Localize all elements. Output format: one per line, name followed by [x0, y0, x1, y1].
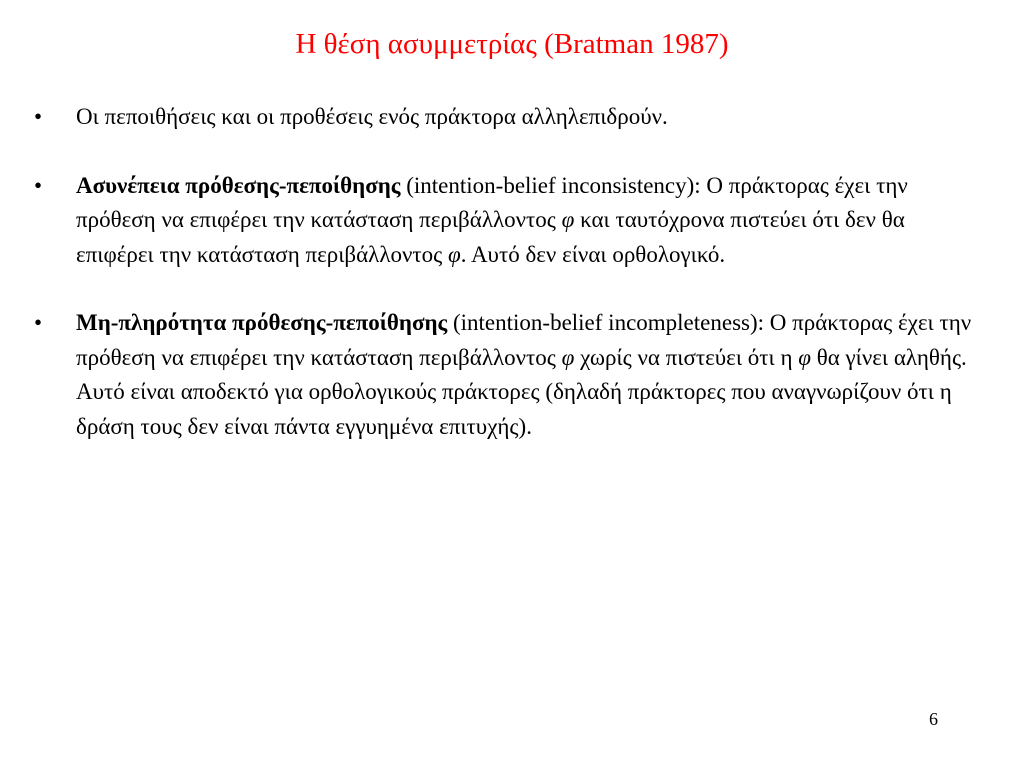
bullet-item-inconsistency [34, 169, 974, 273]
bullet-icon: • [34, 310, 43, 335]
bullet-item-interaction [34, 100, 974, 135]
bullet-text-part: (intention-belief inconsistency): O πράκτορας έχει την πρόθεση να επιφέρει την κατάσταση περιβάλλοντος [76, 172, 908, 232]
bullet-icon: • [34, 104, 43, 129]
phi-symbol: φ [561, 344, 575, 370]
phi-symbol: φ [798, 344, 811, 370]
bullet-text: Οι πεποιθήσεις και οι προθέσεις ενός πράκτορα αλληλεπιδρούν. [76, 104, 668, 129]
bullet-list [34, 100, 974, 444]
bullet-term: Μη-πληρότητα πρόθεσης-πεποίθησης [76, 310, 448, 335]
bullet-term: Ασυνέπεια πρόθεσης-πεποίθησης [76, 172, 401, 198]
page-number: 6 [929, 709, 938, 729]
bullet-text-part: (intention-belief incompleteness): O πράκτορας έχει την πρόθεση να επιφέρει την κατάσταση περιβάλλοντος [76, 310, 972, 370]
slide-title: Η θέση ασυμμετρίας (Bratman 1987) [295, 28, 729, 60]
bullet-text-part: θα γίνει αληθής. Αυτό είναι αποδεκτό για ορθολογικούς πράκτορες (δηλαδή πράκτορες που αναγνωρίζουν ότι η δράση τους δεν είναι πάντα εγγυημένα επιτυχής). [76, 344, 967, 439]
bullet-text-part: . Αυτό δεν είναι ορθολογικό. [460, 241, 726, 267]
phi-symbol: φ [561, 207, 575, 232]
bullet-item-incompleteness [34, 306, 974, 444]
bullet-text-part: χωρίς να πιστεύει ότι η [574, 344, 799, 370]
phi-symbol: φ [447, 241, 461, 267]
bullet-icon: • [34, 172, 43, 198]
bullet-text-part: και ταυτόχρονα πιστεύει ότι δεν θα επιφέρει την κατάσταση περιβάλλοντος [76, 207, 905, 267]
